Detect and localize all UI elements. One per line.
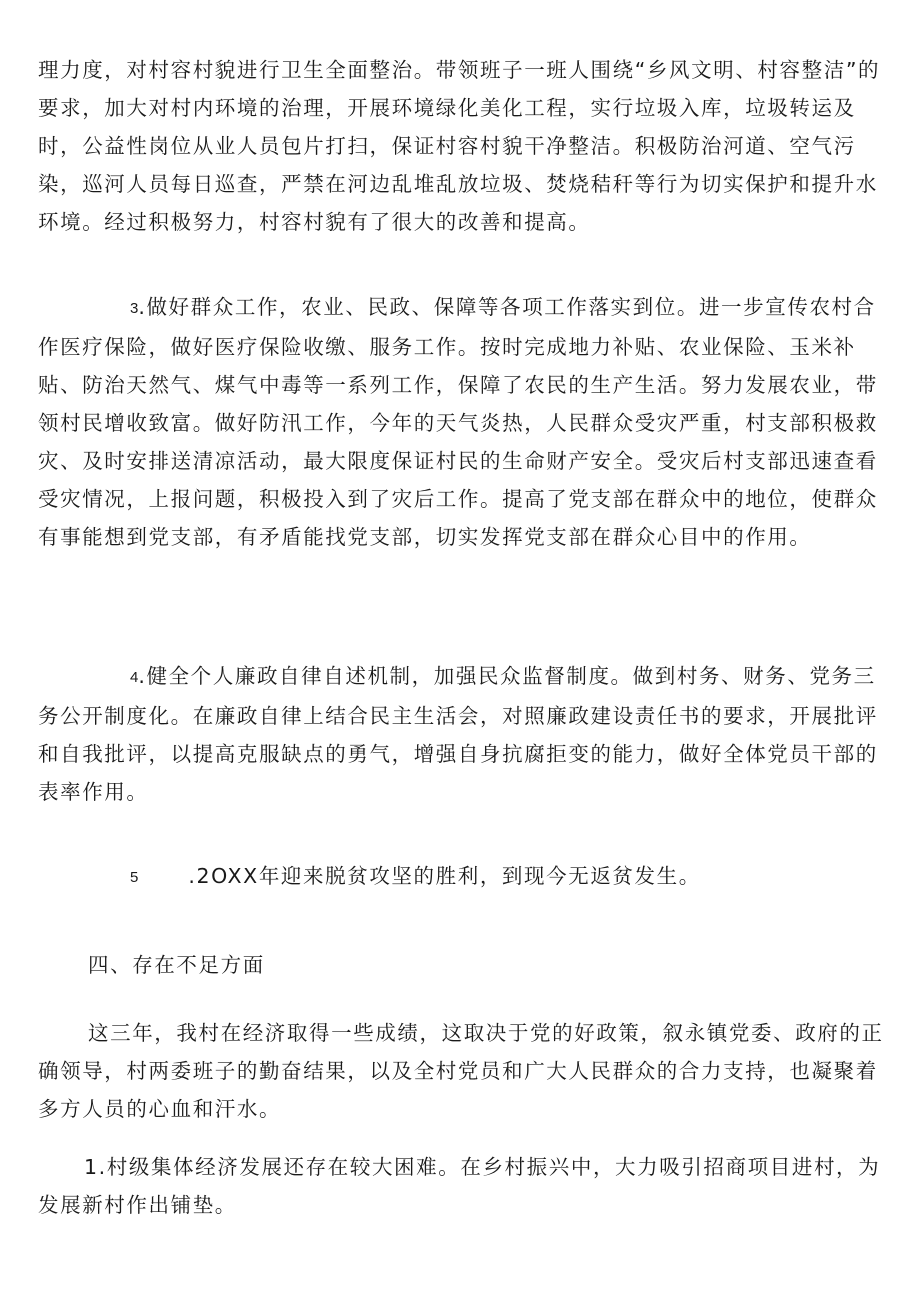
paragraph-text: 这三年，我村在经济取得一些成绩，这取决于党的好政策，叙永镇党委、政府的正确领导，村两委班子的勤奋结果，以及全村党员和广大人民群众的合力支持，也凝聚着多方人员的心血和汗水。 [38,1021,884,1121]
paragraph-item-4 [38,657,884,811]
paragraph-text: 1.村级集体经济发展还存在较大困难。在乡村振兴中，大力吸引招商项目进村，为发展新村作出铺垫。 [38,1155,881,1217]
paragraph-shortcoming-1 [38,1148,884,1224]
section-heading: 四、存在不足方面 [88,953,265,977]
paragraph-item-3 [38,288,884,556]
paragraph-text: .健全个人廉政自律自述机制，加强民众监督制度。做到村务、财务、党务三务公开制度化。在廉政自律上结合民主生活会，对照廉政建设责任书的要求，开展批评和自我批评，以提高克服缺点的勇气，增强自身抗腐拒变的能力，做好全体党员干部的表率作用。 [38,664,878,804]
paragraph-summary [38,1014,884,1128]
item-number: 5 [130,869,139,886]
paragraph-text: .2OXX年迎来脱贫攻坚的胜利，到现今无返贫发生。 [188,864,701,888]
paragraph-text: 理力度，对村容村貌进行卫生全面整治。带领班子一班人围绕“乡风文明、村容整洁”的要求，加大对村内环境的治理，开展环境绿化美化工程，实行垃圾入库，垃圾转运及时，公益性岗位从业人员包片打扫，保证村容村貌干净整洁。积极防治河道、空气污染，巡河人员每日巡查，严禁在河边乱堆乱放垃圾、焚烧秸秆等行为切实保护和提升水环境。经过积极努力，村容村貌有了很大的改善和提高。 [38,58,881,234]
paragraph-item-5 [38,857,884,897]
paragraph-text: .做好群众工作，农业、民政、保障等各项工作落实到位。进一步宣传农村合作医疗保险，做好医疗保险收缴、服务工作。按时完成地力补贴、农业保险、玉米补贴、防治天然气、煤气中毒等一系列工作，保障了农民的生产生活。努力发展农业，带领村民增收致富。做好防汛工作，今年的天气炎热，人民群众受灾严重，村支部积极救灾、及时安排送清凉活动，最大限度保证村民的生命财产安全。受灾后村支部迅速查看受灾情况，上报问题，积极投入到了灾后工作。提高了党支部在群众中的地位，使群众有事能想到党支部，有矛盾能找党支部，切实发挥党支部在群众心目中的作用。 [38,295,878,549]
item-number: 3 [130,300,139,317]
paragraph-village-cleanup [38,51,884,241]
item-number: 4 [130,669,139,686]
